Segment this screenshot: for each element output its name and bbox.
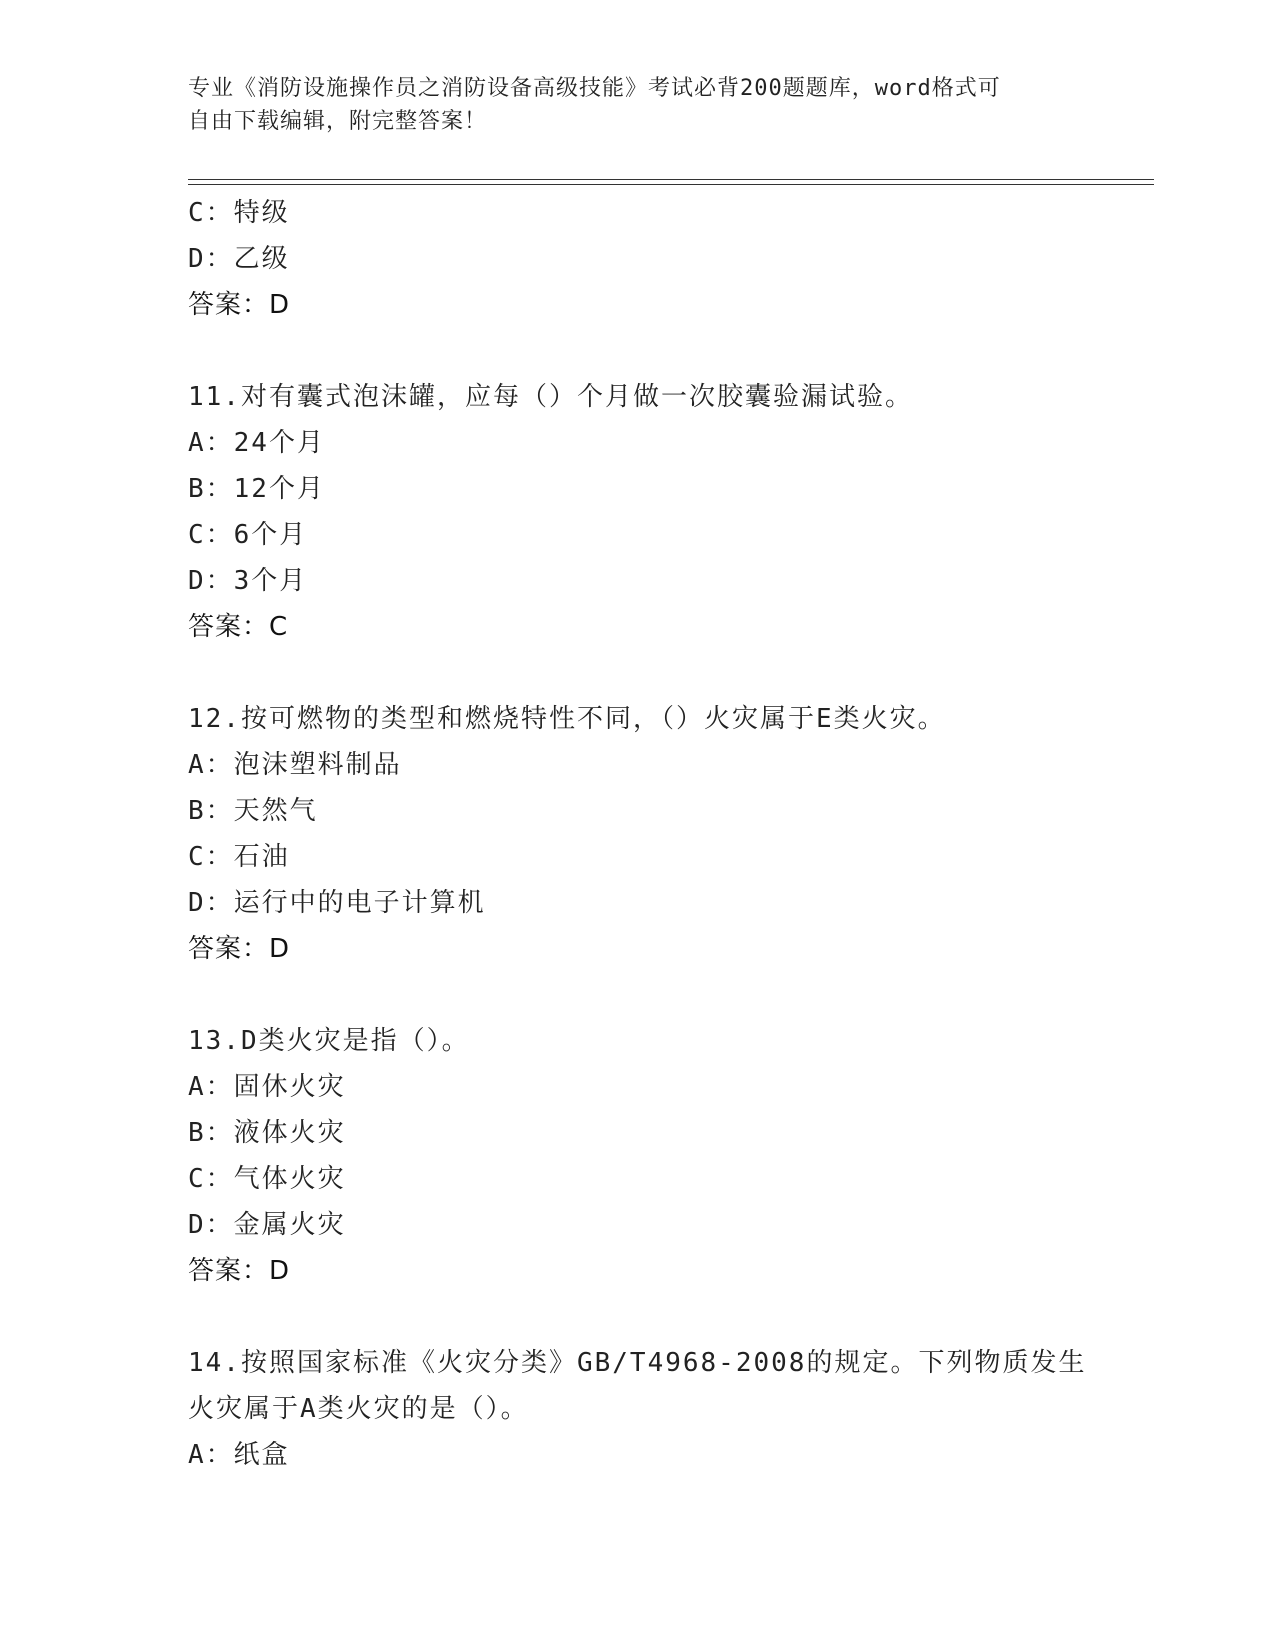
header-line-2: 自由下载编辑，附完整答案！ <box>188 109 488 134</box>
option-c: C：气体火灾 <box>188 1164 346 1194</box>
question-stem: 13.D类火灾是指（）。 <box>188 1026 470 1056</box>
answer-line: 答案：D <box>188 1256 291 1286</box>
option-a: A：纸盒 <box>188 1440 290 1470</box>
spacer <box>188 972 1088 1018</box>
option-d: D：运行中的电子计算机 <box>188 888 486 918</box>
header-divider-top <box>188 179 1154 180</box>
option-a: A：固休火灾 <box>188 1072 346 1102</box>
header-divider-bottom <box>188 184 1154 185</box>
document-header <box>188 72 1068 138</box>
option-d: D：金属火灾 <box>188 1210 346 1240</box>
option-c: C：石油 <box>188 842 290 872</box>
option-c: C：6个月 <box>188 520 308 550</box>
answer-line: 答案：D <box>188 290 291 320</box>
option-d: D：乙级 <box>188 244 290 274</box>
spacer <box>188 650 1088 696</box>
spacer <box>188 328 1088 374</box>
answer-line: 答案：C <box>188 612 289 642</box>
option-a: A：24个月 <box>188 428 325 458</box>
header-line-1: 专业《消防设施操作员之消防设备高级技能》考试必背200题题库，word格式可 <box>188 76 1001 101</box>
option-c: C：特级 <box>188 198 290 228</box>
option-a: A：泡沫塑料制品 <box>188 750 402 780</box>
option-b: B：12个月 <box>188 474 325 504</box>
question-stem: 12.按可燃物的类型和燃烧特性不同，（）火灾属于E类火灾。 <box>188 704 946 734</box>
answer-line: 答案：D <box>188 934 291 964</box>
question-stem-line-1: 14.按照国家标准《火灾分类》GB/T4968-2008的规定。下列物质发生 <box>188 1348 1087 1378</box>
option-d: D：3个月 <box>188 566 308 596</box>
option-b: B：液体火灾 <box>188 1118 346 1148</box>
question-list <box>188 190 1088 1478</box>
question-stem-line-2: 火灾属于A类火灾的是（）。 <box>188 1394 529 1424</box>
option-b: B：天然气 <box>188 796 318 826</box>
spacer <box>188 1294 1088 1340</box>
question-stem: 11.对有囊式泡沫罐，应每（）个月做一次胶囊验漏试验。 <box>188 382 913 412</box>
